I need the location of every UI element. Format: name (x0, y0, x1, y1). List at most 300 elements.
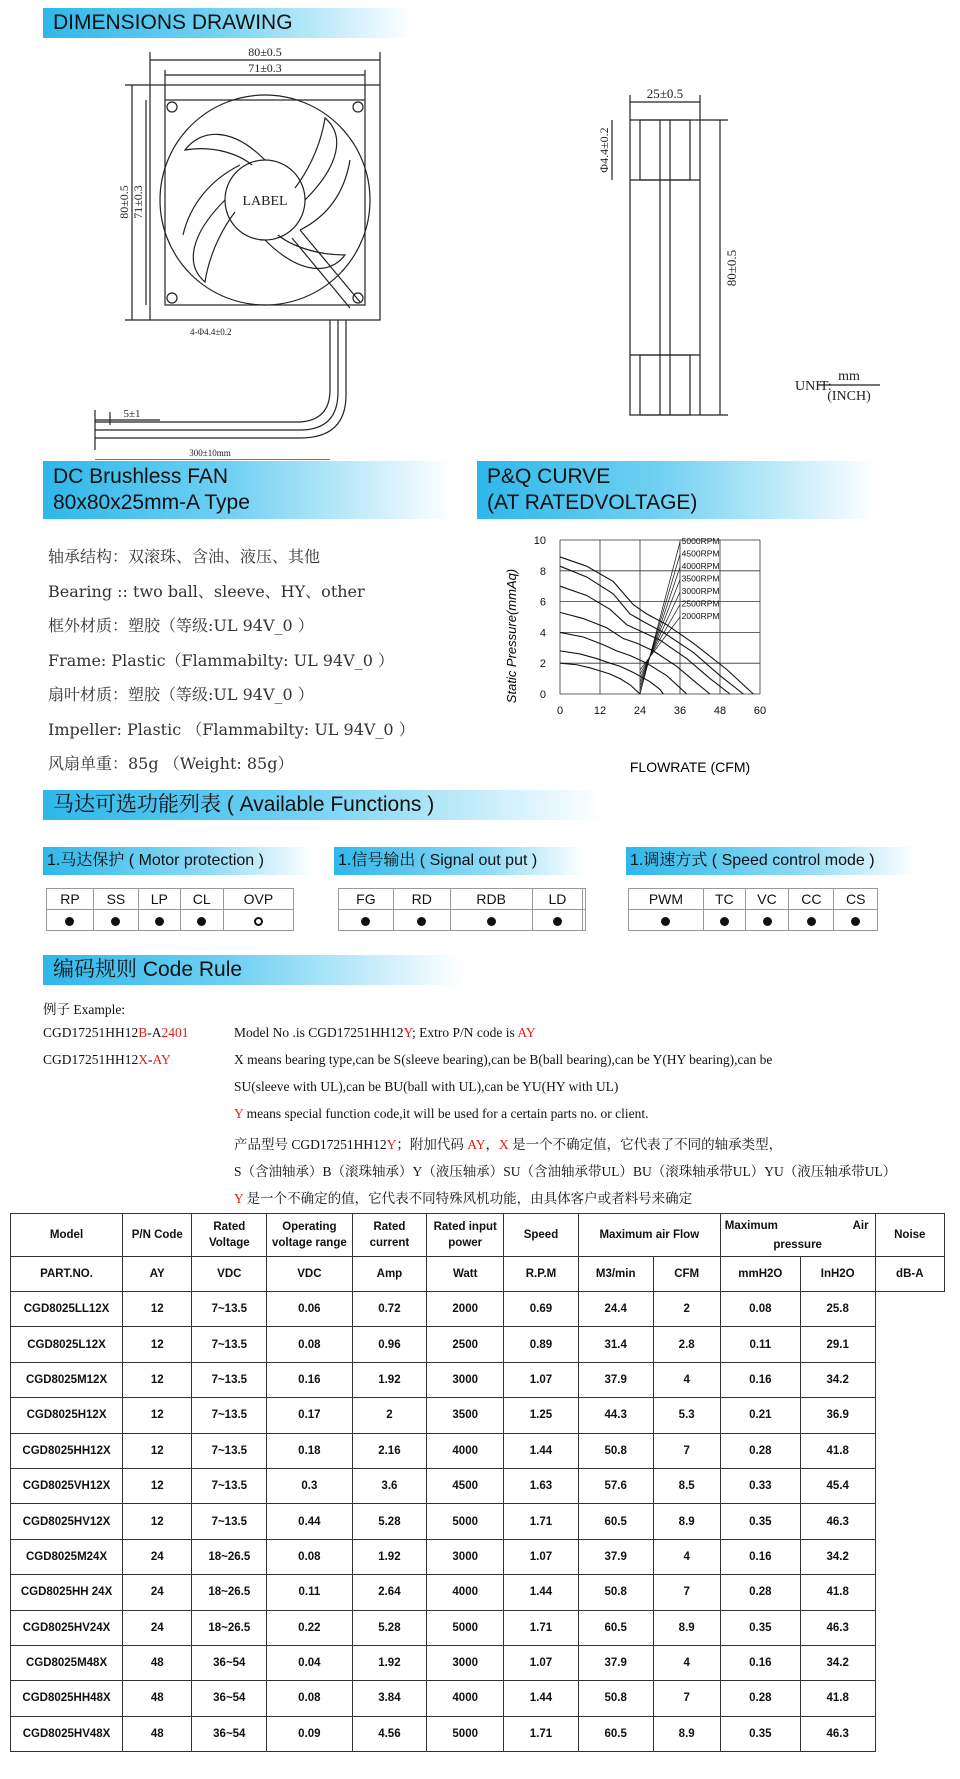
cn-line1: 产品型号 CGD17251HH12Y；附加代码 AY，X 是一个不确定值，它代表了不同的轴承类型， (234, 1137, 783, 1152)
value-cell: 37.9 (578, 1362, 653, 1397)
signal-mark-1 (393, 910, 450, 931)
value-cell: 1.92 (352, 1362, 427, 1397)
value-cell: 0.09 (267, 1716, 352, 1751)
hdr-speed: Speed (504, 1214, 579, 1257)
value-cell: 7~13.5 (192, 1433, 267, 1468)
value-cell: 8.9 (653, 1610, 720, 1645)
value-cell: 0.96 (352, 1327, 427, 1362)
supported-mark-icon (65, 917, 74, 926)
pq-leader-line (640, 555, 680, 691)
model-cell: CGD8025VH12X (11, 1468, 123, 1503)
value-cell: 46.3 (800, 1610, 875, 1645)
value-cell: 5.3 (653, 1398, 720, 1433)
pq-xtick: 36 (673, 705, 687, 717)
value-cell: 0.08 (267, 1539, 352, 1574)
pq-curve-chart (490, 528, 810, 778)
pq-series-label: 5000RPM (681, 536, 720, 546)
value-cell: 2.16 (352, 1433, 427, 1468)
signal-col-1: RD (393, 889, 450, 910)
cn-line2: S（含油轴承）B（滚珠轴承）Y（液压轴承）SU（含油轴承带UL）BU（滚珠轴承带UL）YU（液压轴承带UL） (234, 1164, 897, 1179)
value-cell: 3000 (427, 1645, 504, 1680)
value-cell: 18~26.5 (192, 1610, 267, 1645)
table-row (11, 1292, 945, 1327)
supported-mark-icon (661, 917, 670, 926)
signal-mark-2 (450, 910, 532, 931)
value-cell: 1.63 (504, 1468, 579, 1503)
value-cell: 5000 (427, 1610, 504, 1645)
table-row (11, 1681, 945, 1716)
pq-ytick: 0 (539, 689, 546, 701)
table-header-row (11, 1214, 945, 1257)
pq-xtick: 60 (753, 705, 767, 717)
label-text: LABEL (242, 194, 288, 209)
unit-1: VDC (192, 1257, 267, 1292)
value-cell: 50.8 (578, 1681, 653, 1716)
value-cell: 0.35 (720, 1716, 800, 1751)
value-cell: 1.07 (504, 1645, 579, 1680)
value-cell: 1.44 (504, 1575, 579, 1610)
value-cell: 7 (653, 1575, 720, 1610)
motor-col-1: SS (93, 889, 138, 910)
model-cell: CGD8025HV24X (11, 1610, 123, 1645)
pq-series-label: 4500RPM (681, 548, 720, 559)
value-cell: 12 (123, 1398, 192, 1433)
value-cell: 0.16 (720, 1645, 800, 1680)
value-cell: 0.35 (720, 1610, 800, 1645)
value-cell: 4000 (427, 1681, 504, 1716)
unit-9: InH2O (800, 1257, 875, 1292)
optional-mark-icon (254, 917, 263, 926)
speed-col-4: CS (834, 889, 878, 910)
motor-mark-2 (139, 910, 181, 931)
hdr-airflow: Maximum air Flow (578, 1214, 720, 1257)
value-cell: 60.5 (578, 1504, 653, 1539)
value-cell: 12 (123, 1292, 192, 1327)
value-cell: 50.8 (578, 1433, 653, 1468)
value-cell: 2 (352, 1398, 427, 1433)
hdr-rated-current: Rated current (352, 1214, 427, 1257)
speed-mark-0 (629, 910, 704, 931)
spec-bearing-cn: 轴承结构：双滚珠、含油、液压、其他 (48, 547, 321, 566)
value-cell: 36.9 (800, 1398, 875, 1433)
value-cell: 4 (653, 1645, 720, 1680)
value-cell: 0.3 (267, 1468, 352, 1503)
value-cell: 60.5 (578, 1610, 653, 1645)
pq-ytick: 10 (533, 535, 546, 547)
value-cell: 50.8 (578, 1575, 653, 1610)
value-cell: 7~13.5 (192, 1468, 267, 1503)
model-cell: CGD8025HV12X (11, 1504, 123, 1539)
value-cell: 0.04 (267, 1645, 352, 1680)
value-cell: 3.84 (352, 1681, 427, 1716)
value-cell: 0.21 (720, 1398, 800, 1433)
side-hole-dim: Φ4.4±0.2 (597, 127, 611, 173)
value-cell: 7 (653, 1681, 720, 1716)
value-cell: 48 (123, 1681, 192, 1716)
value-cell: 24 (123, 1610, 192, 1645)
unit-7: CFM (653, 1257, 720, 1292)
unit-0: PART.NO. (11, 1257, 123, 1292)
model-cell: CGD8025HH 24X (11, 1575, 123, 1610)
value-cell: 2.8 (653, 1327, 720, 1362)
value-cell: 8.5 (653, 1468, 720, 1503)
motor-col-3: CL (180, 889, 223, 910)
value-cell: 0.22 (267, 1610, 352, 1645)
value-cell: 46.3 (800, 1716, 875, 1751)
value-cell: 2 (653, 1292, 720, 1327)
code-rule-heading: 编码规则 Code Rule (43, 955, 463, 985)
supported-mark-icon (417, 917, 426, 926)
x-meaning-line2: SU(sleeve with UL),can be BU(ball with UL),can be YU(HY with UL) (234, 1079, 619, 1094)
value-cell: 4 (653, 1362, 720, 1397)
value-cell: 34.2 (800, 1539, 875, 1574)
supported-mark-icon (807, 917, 816, 926)
pq-series-label: 2500RPM (681, 598, 720, 609)
value-cell: 3000 (427, 1362, 504, 1397)
value-cell: 12 (123, 1504, 192, 1539)
value-cell: 24.4 (578, 1292, 653, 1327)
unit-3: Amp (352, 1257, 427, 1292)
value-cell: 0.69 (504, 1292, 579, 1327)
model-cell: CGD8025LL12X (11, 1292, 123, 1327)
pq-series-3500RPM (560, 612, 710, 694)
spec-impeller-en: Impeller: Plastic （Flammabilty: UL 94V_0 ） (48, 719, 415, 739)
value-cell: 0.35 (720, 1504, 800, 1539)
table-row (11, 1468, 945, 1503)
example-label: 例子 Example: (43, 1002, 126, 1017)
value-cell: 0.89 (504, 1327, 579, 1362)
speed-mark-3 (789, 910, 834, 931)
value-cell: 7 (653, 1433, 720, 1468)
unit-mm: mm (838, 369, 860, 384)
model-cell: CGD8025M24X (11, 1539, 123, 1574)
value-cell: 41.8 (800, 1575, 875, 1610)
pq-xlabel: FLOWRATE (CFM) (629, 759, 751, 775)
value-cell: 29.1 (800, 1327, 875, 1362)
motor-col-0: RP (47, 889, 94, 910)
supported-mark-icon (197, 917, 206, 926)
value-cell: 12 (123, 1327, 192, 1362)
value-cell: 4.56 (352, 1716, 427, 1751)
motor-mark-1 (93, 910, 138, 931)
motor-protection-table (46, 888, 294, 931)
value-cell: 24 (123, 1539, 192, 1574)
pq-series-5000RPM (560, 557, 753, 694)
pq-curve-heading (477, 461, 877, 519)
value-cell: 3500 (427, 1398, 504, 1433)
supported-mark-icon (763, 917, 772, 926)
value-cell: 34.2 (800, 1362, 875, 1397)
dim-width-inner: 71±0.3 (248, 61, 282, 75)
value-cell: 8.9 (653, 1716, 720, 1751)
value-cell: 0.08 (267, 1681, 352, 1716)
value-cell: 0.08 (720, 1292, 800, 1327)
y-meaning-line: Y means special function code,it will be used for a certain parts no. or client. (234, 1106, 649, 1121)
value-cell: 0.08 (267, 1327, 352, 1362)
value-cell: 0.16 (720, 1539, 800, 1574)
speed-col-3: CC (789, 889, 834, 910)
example-2-code: CGD17251HH12X-AY (43, 1052, 171, 1067)
value-cell: 1.71 (504, 1610, 579, 1645)
value-cell: 44.3 (578, 1398, 653, 1433)
speed-col-2: VC (745, 889, 789, 910)
value-cell: 1.07 (504, 1362, 579, 1397)
hdr-rated-power: Rated input power (427, 1214, 504, 1257)
pq-xtick: 24 (633, 705, 647, 717)
motor-mark-0 (47, 910, 94, 931)
value-cell: 5000 (427, 1504, 504, 1539)
spec-bearing-en: Bearing :: two ball、sleeve、HY、other (48, 581, 365, 601)
example-1-text: Model No .is CGD17251HH12Y; Extro P/N code is AY (234, 1025, 536, 1040)
fan-title-line2: 80x80x25mm-A Type (53, 491, 250, 514)
supported-mark-icon (155, 917, 164, 926)
hdr-model: Model (11, 1214, 123, 1257)
pq-ylabel: Static Pressure(mmAq) (504, 568, 519, 704)
unit-8: mmH2O (720, 1257, 800, 1292)
value-cell: 45.4 (800, 1468, 875, 1503)
value-cell: 4000 (427, 1575, 504, 1610)
signal-mark-3 (532, 910, 583, 931)
value-cell: 60.5 (578, 1716, 653, 1751)
table-row (11, 1610, 945, 1645)
value-cell: 8.9 (653, 1504, 720, 1539)
cn-line3: Y 是一个不确定的值，它代表不同特殊风机功能，由具体客户或者料号来确定 (234, 1191, 693, 1206)
pq-series-label: 3500RPM (681, 573, 720, 584)
hdr-op-range: Operating voltage range (267, 1214, 352, 1257)
value-cell: 1.92 (352, 1645, 427, 1680)
value-cell: 12 (123, 1468, 192, 1503)
pq-leader-line (640, 580, 680, 683)
value-cell: 4 (653, 1539, 720, 1574)
signal-col-0: FG (339, 889, 394, 910)
motor-col-4: OVP (223, 889, 293, 910)
value-cell: 12 (123, 1433, 192, 1468)
model-cell: CGD8025HV48X (11, 1716, 123, 1751)
value-cell: 2500 (427, 1327, 504, 1362)
pq-leader-line (640, 617, 680, 670)
model-cell: CGD8025HH48X (11, 1681, 123, 1716)
value-cell: 5000 (427, 1716, 504, 1751)
value-cell: 0.11 (720, 1327, 800, 1362)
unit-2: VDC (267, 1257, 352, 1292)
value-cell: 31.4 (578, 1327, 653, 1362)
value-cell: 0.72 (352, 1292, 427, 1327)
value-cell: 48 (123, 1645, 192, 1680)
hdr-pn: P/N Code (123, 1214, 192, 1257)
value-cell: 48 (123, 1716, 192, 1751)
signal-col-3: LD (532, 889, 583, 910)
example-1-code: CGD17251HH12B-A2401 (43, 1025, 189, 1040)
dim-height-inner: 71±0.3 (131, 185, 145, 219)
wire-length-dim: 300±10mm (189, 448, 231, 458)
hdr-rated-voltage: Rated Voltage (192, 1214, 267, 1257)
unit-inch: (INCH) (827, 389, 871, 404)
unit-label: UNIT: (795, 379, 832, 394)
value-cell: 7~13.5 (192, 1292, 267, 1327)
value-cell: 37.9 (578, 1645, 653, 1680)
speed-mark-4 (834, 910, 878, 931)
value-cell: 0.17 (267, 1398, 352, 1433)
speed-control-table (628, 888, 878, 931)
value-cell: 5.28 (352, 1504, 427, 1539)
model-cell: CGD8025H12X (11, 1398, 123, 1433)
table-row (11, 1327, 945, 1362)
value-cell: 7~13.5 (192, 1398, 267, 1433)
holes-dim: 4-Φ4.4±0.2 (190, 327, 232, 337)
table-units-row (11, 1257, 945, 1292)
speed-col-0: PWM (629, 889, 704, 910)
wire-strip-dim: 5±1 (123, 408, 141, 420)
table-row (11, 1716, 945, 1751)
value-cell: 25.8 (800, 1292, 875, 1327)
pq-leader-line (640, 567, 680, 686)
pq-series-label: 3000RPM (681, 586, 720, 596)
spec-impeller-cn: 扇叶材质：塑胶（等级:UL 94V_0 ） (48, 685, 314, 704)
value-cell: 1.71 (504, 1716, 579, 1751)
side-height-dim: 80±0.5 (724, 249, 739, 287)
value-cell: 1.07 (504, 1539, 579, 1574)
model-cell: CGD8025M12X (11, 1362, 123, 1397)
unit-5: R.P.M (504, 1257, 579, 1292)
value-cell: 4500 (427, 1468, 504, 1503)
value-cell: 0.33 (720, 1468, 800, 1503)
model-cell: CGD8025HH12X (11, 1433, 123, 1468)
value-cell: 0.18 (267, 1433, 352, 1468)
motor-mark-4 (223, 910, 293, 931)
pq-title-line2: (AT RATEDVOLTAGE) (487, 491, 698, 514)
value-cell: 1.44 (504, 1681, 579, 1716)
value-cell: 12 (123, 1362, 192, 1397)
value-cell: 0.06 (267, 1292, 352, 1327)
table-row (11, 1398, 945, 1433)
spec-weight: 风扇单重：85g （Weight: 85g） (48, 754, 294, 773)
signal-col-2: RDB (450, 889, 532, 910)
table-row (11, 1575, 945, 1610)
table-row (11, 1539, 945, 1574)
value-cell: 7~13.5 (192, 1327, 267, 1362)
value-cell: 0.28 (720, 1681, 800, 1716)
value-cell: 36~54 (192, 1681, 267, 1716)
pq-ytick: 6 (539, 596, 546, 609)
value-cell: 41.8 (800, 1681, 875, 1716)
model-cell: CGD8025L12X (11, 1327, 123, 1362)
hdr-noise: Noise (875, 1214, 944, 1257)
value-cell: 7~13.5 (192, 1504, 267, 1539)
value-cell: 34.2 (800, 1645, 875, 1680)
speed-mark-2 (745, 910, 789, 931)
pq-xtick: 12 (593, 705, 607, 717)
value-cell: 1.92 (352, 1539, 427, 1574)
supported-mark-icon (111, 917, 120, 926)
hdr-pressure: Maximum Air pressure (720, 1214, 875, 1257)
value-cell: 0.11 (267, 1575, 352, 1610)
value-cell: 24 (123, 1575, 192, 1610)
value-cell: 3.6 (352, 1468, 427, 1503)
supported-mark-icon (720, 917, 729, 926)
signal-mark-4 (583, 910, 586, 931)
value-cell: 0.28 (720, 1575, 800, 1610)
supported-mark-icon (851, 917, 860, 926)
supported-mark-icon (487, 917, 496, 926)
pq-xtick: 0 (556, 705, 564, 717)
signal-output-heading: 1.信号输出 ( Signal out put ) (334, 847, 584, 875)
value-cell: 18~26.5 (192, 1575, 267, 1610)
value-cell: 4000 (427, 1433, 504, 1468)
table-row (11, 1362, 945, 1397)
pn-code-cell: AY (123, 1257, 192, 1292)
functions-heading: 马达可选功能列表 ( Available Functions ) (43, 790, 603, 820)
signal-mark-0 (339, 910, 394, 931)
value-cell: 1.71 (504, 1504, 579, 1539)
pq-series-2500RPM (560, 651, 663, 694)
table-row (11, 1433, 945, 1468)
value-cell: 7~13.5 (192, 1362, 267, 1397)
pq-series-label: 4000RPM (681, 561, 720, 571)
supported-mark-icon (361, 917, 370, 926)
value-cell: 1.25 (504, 1398, 579, 1433)
spec-frame-cn: 框外材质：塑胶（等级:UL 94V_0 ） (48, 616, 314, 635)
value-cell: 3000 (427, 1539, 504, 1574)
motor-protection-heading: 1.马达保护 ( Motor protection ) (43, 847, 313, 875)
value-cell: 36~54 (192, 1645, 267, 1680)
speed-control-heading: 1.调速方式 ( Speed control mode ) (626, 847, 916, 875)
value-cell: 1.44 (504, 1433, 579, 1468)
dim-height-outer: 80±0.5 (117, 185, 131, 219)
spec-list (48, 540, 488, 782)
value-cell: 37.9 (578, 1539, 653, 1574)
fan-type-heading (43, 461, 453, 519)
unit-4: Watt (427, 1257, 504, 1292)
table-row (11, 1645, 945, 1680)
spec-frame-en: Frame: Plastic（Flammabilty: UL 94V_0 ） (48, 650, 394, 670)
pq-ytick: 2 (539, 658, 546, 671)
unit-10: dB-A (875, 1257, 944, 1292)
pq-title-line1: P&Q CURVE (487, 465, 611, 488)
pq-xtick: 48 (713, 705, 727, 717)
value-cell: 0.44 (267, 1504, 352, 1539)
value-cell: 2.64 (352, 1575, 427, 1610)
value-cell: 36~54 (192, 1716, 267, 1751)
dim-width-outer: 80±0.5 (248, 45, 282, 59)
speed-col-1: TC (703, 889, 745, 910)
pq-ytick: 8 (539, 565, 546, 578)
dimensions-drawing (0, 40, 960, 460)
signal-col-4 (583, 889, 586, 910)
motor-mark-3 (180, 910, 223, 931)
model-cell: CGD8025M48X (11, 1645, 123, 1680)
value-cell: 0.16 (267, 1362, 352, 1397)
value-cell: 0.28 (720, 1433, 800, 1468)
pq-series-label: 2000RPM (681, 611, 720, 621)
speed-mark-1 (703, 910, 745, 931)
supported-mark-icon (553, 917, 562, 926)
unit-6: M3/min (578, 1257, 653, 1292)
value-cell: 0.16 (720, 1362, 800, 1397)
signal-output-table (338, 888, 586, 931)
value-cell: 41.8 (800, 1433, 875, 1468)
side-thickness-dim: 25±0.5 (646, 86, 684, 101)
value-cell: 57.6 (578, 1468, 653, 1503)
x-meaning-line1: X means bearing type,can be S(sleeve bearing),can be B(ball bearing),can be Y(HY bearing),can be (234, 1052, 773, 1067)
value-cell: 46.3 (800, 1504, 875, 1539)
motor-col-2: LP (139, 889, 181, 910)
table-row (11, 1504, 945, 1539)
value-cell: 2000 (427, 1292, 504, 1327)
fan-spec-table (10, 1213, 945, 1752)
value-cell: 5.28 (352, 1610, 427, 1645)
fan-title-line1: DC Brushless FAN (53, 465, 229, 488)
pq-ytick: 4 (539, 627, 546, 640)
